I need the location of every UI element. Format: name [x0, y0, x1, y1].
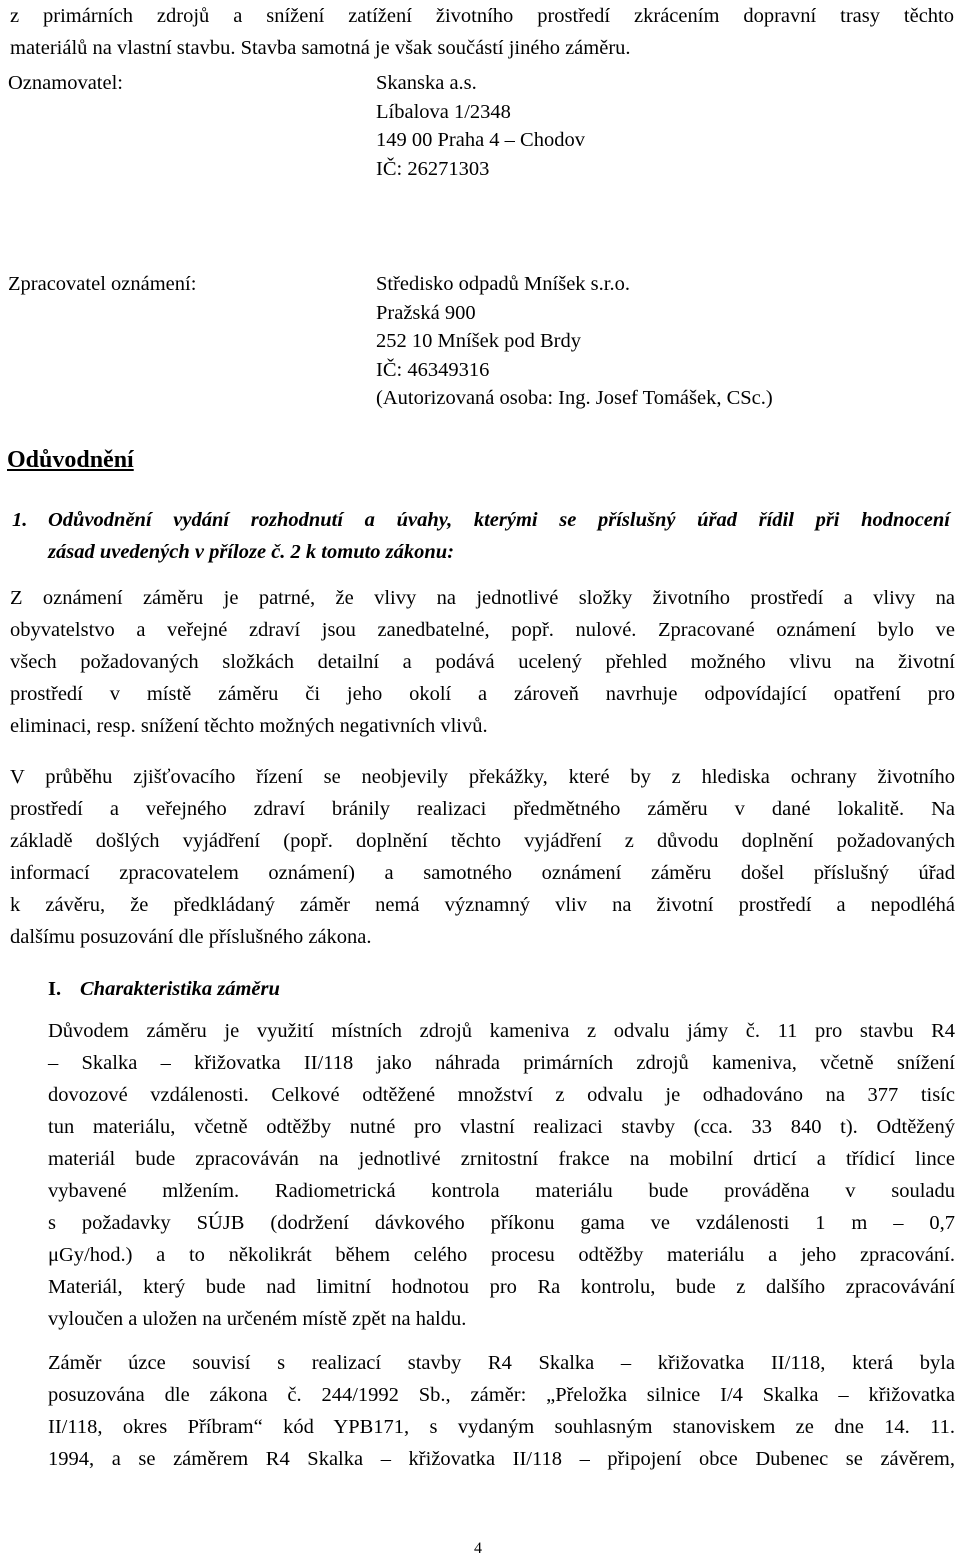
notifier-line: 149 00 Praha 4 – Chodov: [376, 129, 585, 151]
text-line: vyloučen a uložen na určeném místě zpět na haldu.: [48, 1308, 467, 1330]
page-number: 4: [474, 1540, 482, 1557]
section-heading: Odůvodnění: [7, 447, 134, 473]
text-line: informací zpracovatelem oznámení) a samotného oznámení záměru došel příslušný úřad: [10, 862, 955, 884]
characteristics-paragraph-2: [48, 1347, 955, 1475]
text-line: V průběhu zjišťovacího řízení se neobjevily překážky, které by z hlediska ochrany životního: [10, 766, 955, 788]
notifier-label: Oznamovatel:: [8, 72, 123, 94]
text-line: prostředí a veřejného zdraví bránily realizaci předmětného záměru v dané lokalitě. Na: [10, 798, 955, 820]
processor-line: (Autorizovaná osoba: Ing. Josef Tomášek, CSc.): [376, 387, 773, 409]
text-line: dalšímu posuzování dle příslušného zákona.: [10, 926, 372, 948]
text-line: μGy/hod.) a to několikrát během celého procesu odtěžby materiálu a jeho zpracování.: [48, 1244, 955, 1266]
point-title-line: zásad uvedených v příloze č. 2 k tomuto zákonu:: [48, 541, 455, 563]
text-line: k závěru, že předkládaný záměr nemá významný vliv na životní prostředí a nepodléhá: [10, 894, 955, 916]
text-line: Záměr úzce souvisí s realizací stavby R4 Skalka – křižovatka II/118, která byla: [48, 1352, 955, 1374]
text-line: prostředí v místě záměru či jeho okolí a zároveň navrhuje odpovídající opatření pro: [10, 683, 955, 705]
text-line: 1994, a se záměrem R4 Skalka – křižovatka II/118 – připojení obce Dubenec se závěrem,: [48, 1448, 955, 1470]
reasoning-paragraph-1: [10, 582, 955, 742]
point-title-line: Odůvodnění vydání rozhodnutí a úvahy, kterými se příslušný úřad řídil při hodnocení: [48, 509, 950, 531]
processor-line: 252 10 Mníšek pod Brdy: [376, 330, 581, 352]
intro-line: materiálů na vlastní stavbu. Stavba samotná je však součástí jiného záměru.: [10, 37, 631, 59]
intro-paragraph: [10, 0, 954, 64]
text-line: vybavené mlžením. Radiometrická kontrola materiálu bude prováděna v souladu: [48, 1180, 955, 1202]
processor-label: Zpracovatel oznámení:: [8, 273, 197, 295]
text-line: materiál bude zpracováván na jednotlivé zrnitostní frakce na mobilní drticí a třídicí lince: [48, 1148, 955, 1170]
intro-line: z primárních zdrojů a snížení zatížení životního prostředí zkrácením dopravní trasy těchto: [10, 5, 954, 27]
text-line: všech požadovaných složkách detailní a podává ucelený přehled možného vlivu na životní: [10, 651, 955, 673]
text-line: eliminaci, resp. snížení těchto možných negativních vlivů.: [10, 715, 488, 737]
text-line: Důvodem záměru je využití místních zdrojů kameniva z odvalu jámy č. 11 pro stavbu R4: [48, 1020, 955, 1042]
processor-line: Pražská 900: [376, 301, 476, 324]
subsection-title: Charakteristika záměru: [80, 978, 280, 1000]
processor-address: [376, 270, 773, 413]
text-line: dovozové vzdálenosti. Celkové odtěžené množství z odvalu je odhadováno na 377 tisíc: [48, 1084, 955, 1106]
notifier-line: Líbalova 1/2348: [376, 100, 511, 123]
reasoning-paragraph-2: [10, 761, 955, 953]
text-line: základě došlých vyjádření (popř. doplnění těchto vyjádření z důvodu doplnění požadovaných: [10, 830, 955, 852]
notifier-line: Skanska a.s.: [376, 72, 477, 94]
text-line: tun materiálu, včetně odtěžby nutné pro vlastní realizaci stavby (cca. 33 840 t). Odtěžený: [48, 1116, 955, 1138]
text-line: Materiál, který bude nad limitní hodnotou pro Ra kontrolu, bude z dalšího zpracovávání: [48, 1276, 955, 1298]
notifier-line: IČ: 26271303: [376, 157, 490, 180]
text-line: Z oznámení záměru je patrné, že vlivy na jednotlivé složky životního prostředí a vlivy na: [10, 587, 955, 609]
text-line: posuzována dle zákona č. 244/1992 Sb., záměr: „Přeložka silnice I/4 Skalka – křižovatka: [48, 1384, 955, 1406]
point-title: [48, 504, 950, 568]
text-line: s požadavky SÚJB (dodržení dávkového příkonu gama ve vzdálenosti 1 m – 0,7: [48, 1212, 955, 1234]
notifier-address: [376, 69, 585, 183]
text-line: – Skalka – křižovatka II/118 jako náhrada primárních zdrojů kameniva, včetně snížení: [48, 1052, 955, 1074]
text-line: obyvatelstvo a veřejné zdraví jsou zanedbatelné, popř. nulové. Zpracované oznámení bylo ve: [10, 619, 955, 641]
point-number: 1.: [12, 509, 28, 531]
characteristics-paragraph-1: [48, 1015, 955, 1335]
processor-line: IČ: 46349316: [376, 358, 490, 381]
processor-line: Středisko odpadů Mníšek s.r.o.: [376, 273, 630, 295]
subsection-number: I.: [48, 978, 62, 1000]
text-line: II/118, okres Příbram“ kód YPB171, s vydaným souhlasným stanoviskem ze dne 14. 11.: [48, 1416, 955, 1438]
